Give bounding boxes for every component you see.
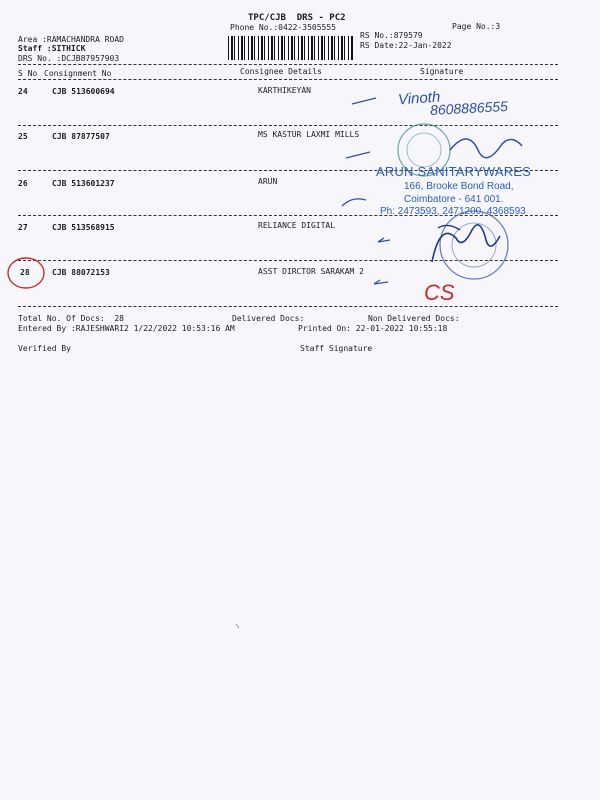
- page-number: Page No.:3: [452, 22, 501, 31]
- handwritten-name: Vinoth: [397, 88, 441, 109]
- row-sno: 28: [20, 268, 30, 277]
- arrow-mark: [378, 238, 390, 242]
- row-consignment: CJB 87877507: [52, 132, 110, 141]
- document-title: TPC/CJB DRS - PC2: [248, 13, 346, 23]
- row-sno: 27: [18, 223, 28, 232]
- col-header-consignee: Consignee Details: [240, 67, 322, 76]
- handwritten-cs: CS: [424, 280, 455, 305]
- verified-by-label: Verified By: [18, 344, 71, 353]
- row-sno: 26: [18, 179, 28, 188]
- signature-scribble: [450, 139, 522, 158]
- arrow-mark: [374, 280, 388, 284]
- area-field: Area :RAMACHANDRA ROAD: [18, 35, 124, 44]
- delivered-docs: Delivered Docs:: [232, 314, 305, 323]
- staff-signature-label: Staff Signature: [300, 344, 373, 353]
- non-delivered-docs: Non Delivered Docs:: [368, 314, 460, 323]
- row-consignee: ARUN: [258, 177, 278, 186]
- tick-mark: [346, 152, 370, 158]
- total-docs: Total No. Of Docs: 28: [18, 314, 124, 323]
- stamp-phone: Ph: 2473593, 2471200, 4368593: [380, 206, 526, 217]
- row-consignee: MS KASTUR LAXMI MILLS: [258, 130, 360, 139]
- row-consignment: CJB 513600694: [52, 87, 115, 96]
- staff-field: Staff :SITHICK: [18, 44, 86, 53]
- red-circle-mark: [8, 258, 44, 288]
- rs-date: RS Date:22-Jan-2022: [360, 41, 452, 50]
- phone-number: Phone No.:0422-3505555: [230, 23, 336, 32]
- drs-number: DRS No. :DCJB87957903: [18, 54, 120, 63]
- tick-mark: [342, 199, 366, 206]
- stamp-company: ARUN SANITARYWARES: [376, 164, 532, 179]
- entered-by: Entered By :RAJESHWARI2 1/22/2022 10:53:16 AM: [18, 324, 235, 333]
- row-consignment: CJB 88072153: [52, 268, 110, 277]
- row-consignee: RELIANCE DIGITAL: [258, 221, 336, 230]
- col-header-sno: S No: [18, 69, 38, 78]
- row-consignee: ASST DIRCTOR SARAKAM 2: [258, 267, 364, 276]
- row-consignment: CJB 513601237: [52, 179, 115, 188]
- tick-mark: [352, 98, 376, 104]
- round-seal: [398, 124, 450, 176]
- printed-on: Printed On: 22-01-2022 10:55:18: [298, 324, 448, 333]
- row-consignee: KARTHIKEYAN: [258, 86, 311, 95]
- row-consignment: CJB 513568915: [52, 223, 115, 232]
- rs-number: RS No.:879579: [360, 31, 423, 40]
- stamp-address-line-2: Coimbatore - 641 001.: [404, 194, 504, 205]
- round-seal: [440, 211, 508, 279]
- stamp-address-line-1: 166, Brooke Bond Road,: [404, 181, 514, 192]
- col-header-consignment: Consignment No: [44, 69, 112, 78]
- col-header-signature: Signature: [420, 67, 464, 76]
- row-sno: 24: [18, 87, 28, 96]
- row-sno: 25: [18, 132, 28, 141]
- handwritten-phone: 8608886555: [429, 97, 509, 119]
